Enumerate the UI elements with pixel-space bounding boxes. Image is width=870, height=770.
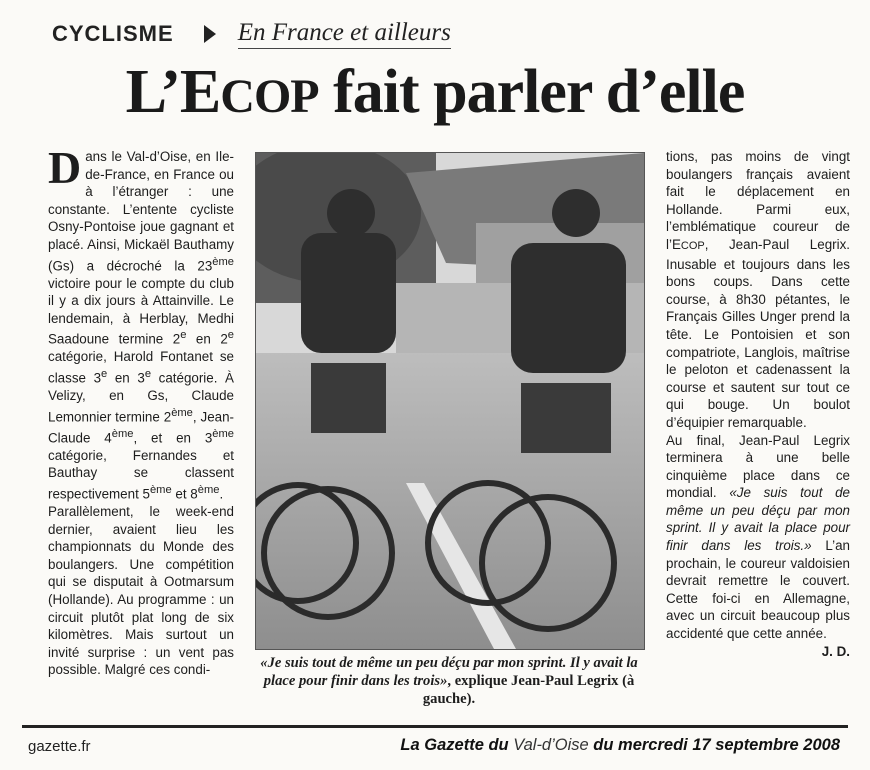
superscript: ème [197,484,220,497]
superscript: e [144,368,152,381]
section-label: CYCLISME [52,21,174,46]
text-run: . [219,486,224,502]
subsection-label: En France et ailleurs [238,19,451,49]
text-run: tions, pas moins de vingt boulangers français avaient fait le déplacement en Hollande. Parmi eux, l’emblématique coureur de l’E [666,149,850,252]
text-run: et 8 [171,486,198,502]
pub-date: du mercredi 17 septembre 2008 [588,736,840,754]
text-run: victoire pour le compte du club il y a dix jours à Attainville. Le lendemain, à Herblay, Medhi Saadoune termine 2 [48,275,234,347]
caption-attribution: , explique Jean-Paul Legrix (à gauche). [422,673,635,707]
article-column-left [48,142,235,679]
author-signature: J. D. [821,643,850,659]
race-photo [255,152,645,650]
article-column-right [666,148,850,660]
triangle-right-icon [204,25,216,43]
headline-smallcaps: COP [220,70,319,123]
rubric [52,16,451,52]
text-run: catégorie. À Velizy, en Gs, Claude Lemonnier termine 2 [48,370,234,425]
paragraph-3 [666,148,850,432]
headline-part3: fait parler d’elle [318,58,745,126]
pub-name: La Gazette du [400,736,514,754]
superscript: ème [212,427,234,440]
text-run: , et en 3 [133,430,213,446]
text-run: catégorie, Fernandes et Bauthay se classent respectivement 5 [48,447,234,502]
footer-publication [400,736,840,755]
paragraph-1 [48,142,235,503]
drop-cap: D [48,142,82,193]
paragraph-4 [666,432,850,643]
text-run: en 3 [107,370,145,386]
paragraph-2: Parallèlement, le week-end dernier, avaient lieu les championnats du Monde des boulangers. Une compétition qui se disputait à Ootmarsum (Hollande). Au programme : un circuit plutôt plat long de six kilomètres. Mais surtout un invité surprise : un vent pas possible. Malgré ces condi- [48,504,234,678]
text-run: , Jean-Claude 4 [48,409,235,446]
superscript: e [227,329,234,342]
text-run: ans le Val-d’Oise, en Ile-de-France, en France ou à l’étranger : une constante. L’entente cycliste Osny-Pontoise joue gagnant et placé. Ainsi, Mickaël Bauthamy (Gs) a décroché la 23 [48,149,234,274]
superscript: ème [212,255,234,268]
text-run: en 2 [186,331,228,347]
photo-caption [255,654,643,708]
text-run: L’an prochain, le coureur valdoisien devrait remettre le couvert. Cette foi-ci en Allemagne, avec un circuit beaucoup plus accidenté que cette année. [666,538,850,642]
footer-site: gazette.fr [28,738,91,755]
smallcaps-run: COP [680,239,705,252]
superscript: ème [149,484,172,497]
caption-quote: «Je suis tout de même un peu déçu par mon sprint. Il y avait la place pour finir dans les trois» [260,655,638,689]
pub-region: Val-d’Oise [513,736,589,754]
footer-rule [22,725,848,728]
headline-part1: L’E [125,58,221,126]
quote-run: «Je suis tout de même un peu déçu par mon sprint. Il y avait la place pour finir dans les trois.» [666,485,851,554]
text-run: catégorie, Harold Fontanet se classe 3 [48,349,234,386]
text-run: Au final, Jean-Paul Legrix terminera à une belle cinquième place dans ce mondial. [666,432,850,501]
superscript: e [101,368,108,381]
superscript: ème [111,427,134,440]
superscript: ème [171,406,193,419]
text-run: , Jean-Paul Legrix. Inusable et toujours dans les bons coups. Dans cette course, à 8h30 pétantes, le Français Gilles Unger prend la tête. Le Pontoisien et son compatriote, Langlois, maîtrise le peloton et cadenassent la course et sautent sur tout ce qui bouge. Un boulot d’équipier remarquable. [666,236,850,430]
headline [0,54,870,135]
photo-illustration [256,153,644,649]
superscript: e [180,329,187,342]
